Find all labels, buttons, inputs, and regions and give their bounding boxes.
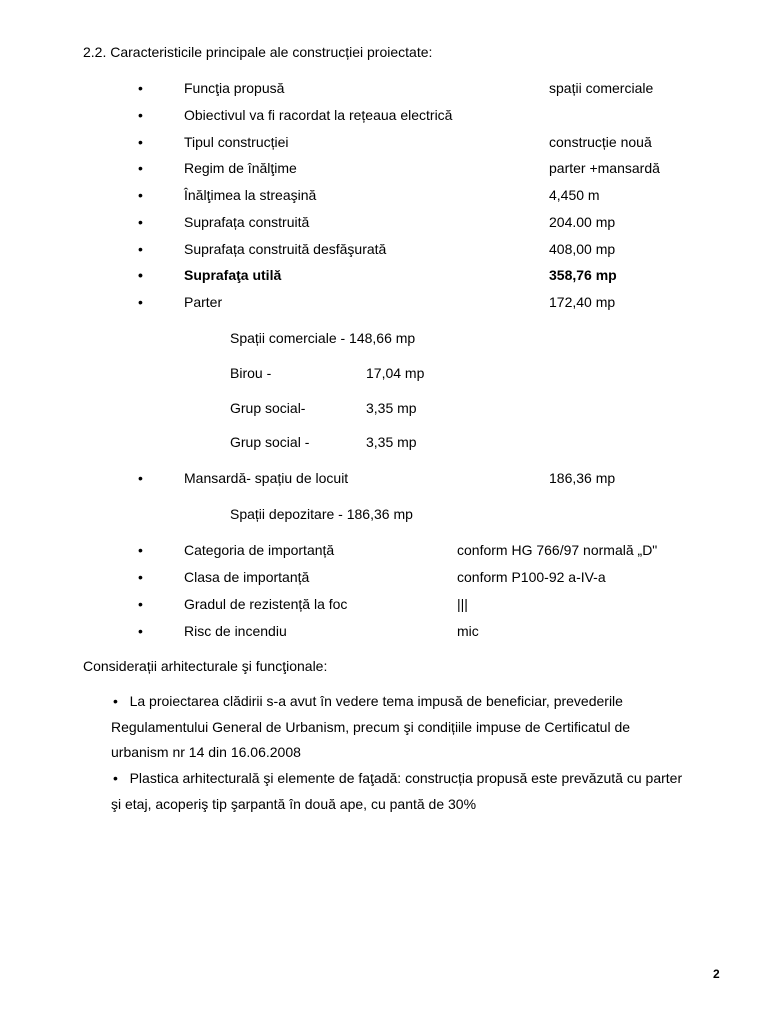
paragraph-line: urbanism nr 14 din 16.06.2008 xyxy=(111,744,301,760)
item-label: Parter xyxy=(184,294,223,310)
bullet-icon: • xyxy=(138,569,143,585)
sub-item-label: Grup social - xyxy=(230,434,310,450)
sub-item-value: 17,04 mp xyxy=(366,365,425,381)
bullet-icon: • xyxy=(138,107,143,123)
item-label: Clasa de importanță xyxy=(184,569,310,585)
list-item xyxy=(0,214,768,232)
list-item xyxy=(0,470,768,488)
sub-item-label: Birou - xyxy=(230,365,272,381)
bullet-icon: • xyxy=(138,267,143,283)
list-item xyxy=(0,80,768,98)
item-value: 4,450 m xyxy=(549,187,600,203)
list-item xyxy=(0,294,768,312)
paragraph-line: şi etaj, acoperiş tip şarpantă în două ape, cu pantă de 30% xyxy=(111,796,477,812)
page-number: 2 xyxy=(713,967,720,981)
item-label: Regim de înălţime xyxy=(184,160,297,176)
bullet-icon: • xyxy=(138,623,143,639)
bullet-icon: • xyxy=(138,470,143,486)
item-value: conform P100-92 a-IV-a xyxy=(457,569,606,585)
bullet-icon: • xyxy=(138,241,143,257)
sub-item xyxy=(0,330,768,348)
item-value: 408,00 mp xyxy=(549,241,616,257)
list-item xyxy=(0,241,768,259)
item-label: Categoria de importanță xyxy=(184,542,335,558)
item-label: Tipul construcției xyxy=(184,134,289,150)
list-item xyxy=(0,623,768,641)
item-label: Suprafaţa utilă xyxy=(184,267,282,283)
bullet-icon: • xyxy=(138,294,143,310)
sub-item-label: Grup social- xyxy=(230,400,306,416)
sub-item-value: 3,35 mp xyxy=(366,400,417,416)
list-item xyxy=(0,160,768,178)
bullet-icon: • xyxy=(138,596,143,612)
bullet-icon: • xyxy=(138,80,143,96)
item-value: conform HG 766/97 normală „D" xyxy=(457,542,658,558)
paragraph-text: La proiectarea clădirii s-a avut în vedere tema impusă de beneficiar, prevederile xyxy=(129,693,623,709)
sub-item-value: 3,35 mp xyxy=(366,434,417,450)
item-value: parter +mansardă xyxy=(549,160,660,176)
list-item xyxy=(0,107,768,125)
item-value: mic xyxy=(457,623,479,639)
list-item xyxy=(0,134,768,152)
sub-item xyxy=(0,365,768,383)
paragraph-text: Plastica arhitecturală şi elemente de faţadă: construcția propusă este prevăzută cu parter xyxy=(129,770,683,786)
sub-item xyxy=(0,434,768,452)
bullet-icon: • xyxy=(113,770,118,786)
section-heading: Considerații arhitecturale şi funcţionale: xyxy=(83,658,328,674)
sub-item xyxy=(0,400,768,418)
item-label: Risc de incendiu xyxy=(184,623,287,639)
sub-item-label: Spații comerciale - 148,66 mp xyxy=(230,330,416,346)
item-label: Înălţimea la streaşină xyxy=(184,187,317,203)
list-item xyxy=(0,542,768,560)
sub-item-label: Spații depozitare - 186,36 mp xyxy=(230,506,413,522)
item-value: construcție nouă xyxy=(549,134,652,150)
list-item xyxy=(0,187,768,205)
item-label: Mansardă- spațiu de locuit xyxy=(184,470,349,486)
item-value: 204.00 mp xyxy=(549,214,616,230)
list-item xyxy=(0,569,768,587)
paragraph-line xyxy=(113,693,623,709)
paragraph-line xyxy=(113,770,682,786)
item-label: Obiectivul va fi racordat la rețeaua electrică xyxy=(184,107,453,123)
section-heading: 2.2. Caracteristicile principale ale construcției proiectate: xyxy=(83,44,433,60)
bullet-icon: • xyxy=(138,187,143,203)
list-item xyxy=(0,596,768,614)
bullet-icon: • xyxy=(138,134,143,150)
paragraph-line: Regulamentului General de Urbanism, precum şi condițiile impuse de Certificatul de xyxy=(111,719,631,735)
item-label: Suprafața construită xyxy=(184,214,310,230)
item-label: Gradul de rezistență la foc xyxy=(184,596,348,612)
item-label: Suprafața construită desfăşurată xyxy=(184,241,387,257)
item-value: spații comerciale xyxy=(549,80,654,96)
bullet-icon: • xyxy=(138,542,143,558)
item-value: 186,36 mp xyxy=(549,470,616,486)
bullet-icon: • xyxy=(138,160,143,176)
item-label: Funcţia propusă xyxy=(184,80,285,96)
bullet-icon: • xyxy=(138,214,143,230)
bullet-icon: • xyxy=(113,693,118,709)
sub-item xyxy=(0,506,768,524)
list-item xyxy=(0,267,768,285)
item-value: 358,76 mp xyxy=(549,267,617,283)
item-value: ||| xyxy=(457,596,468,612)
item-value: 172,40 mp xyxy=(549,294,616,310)
